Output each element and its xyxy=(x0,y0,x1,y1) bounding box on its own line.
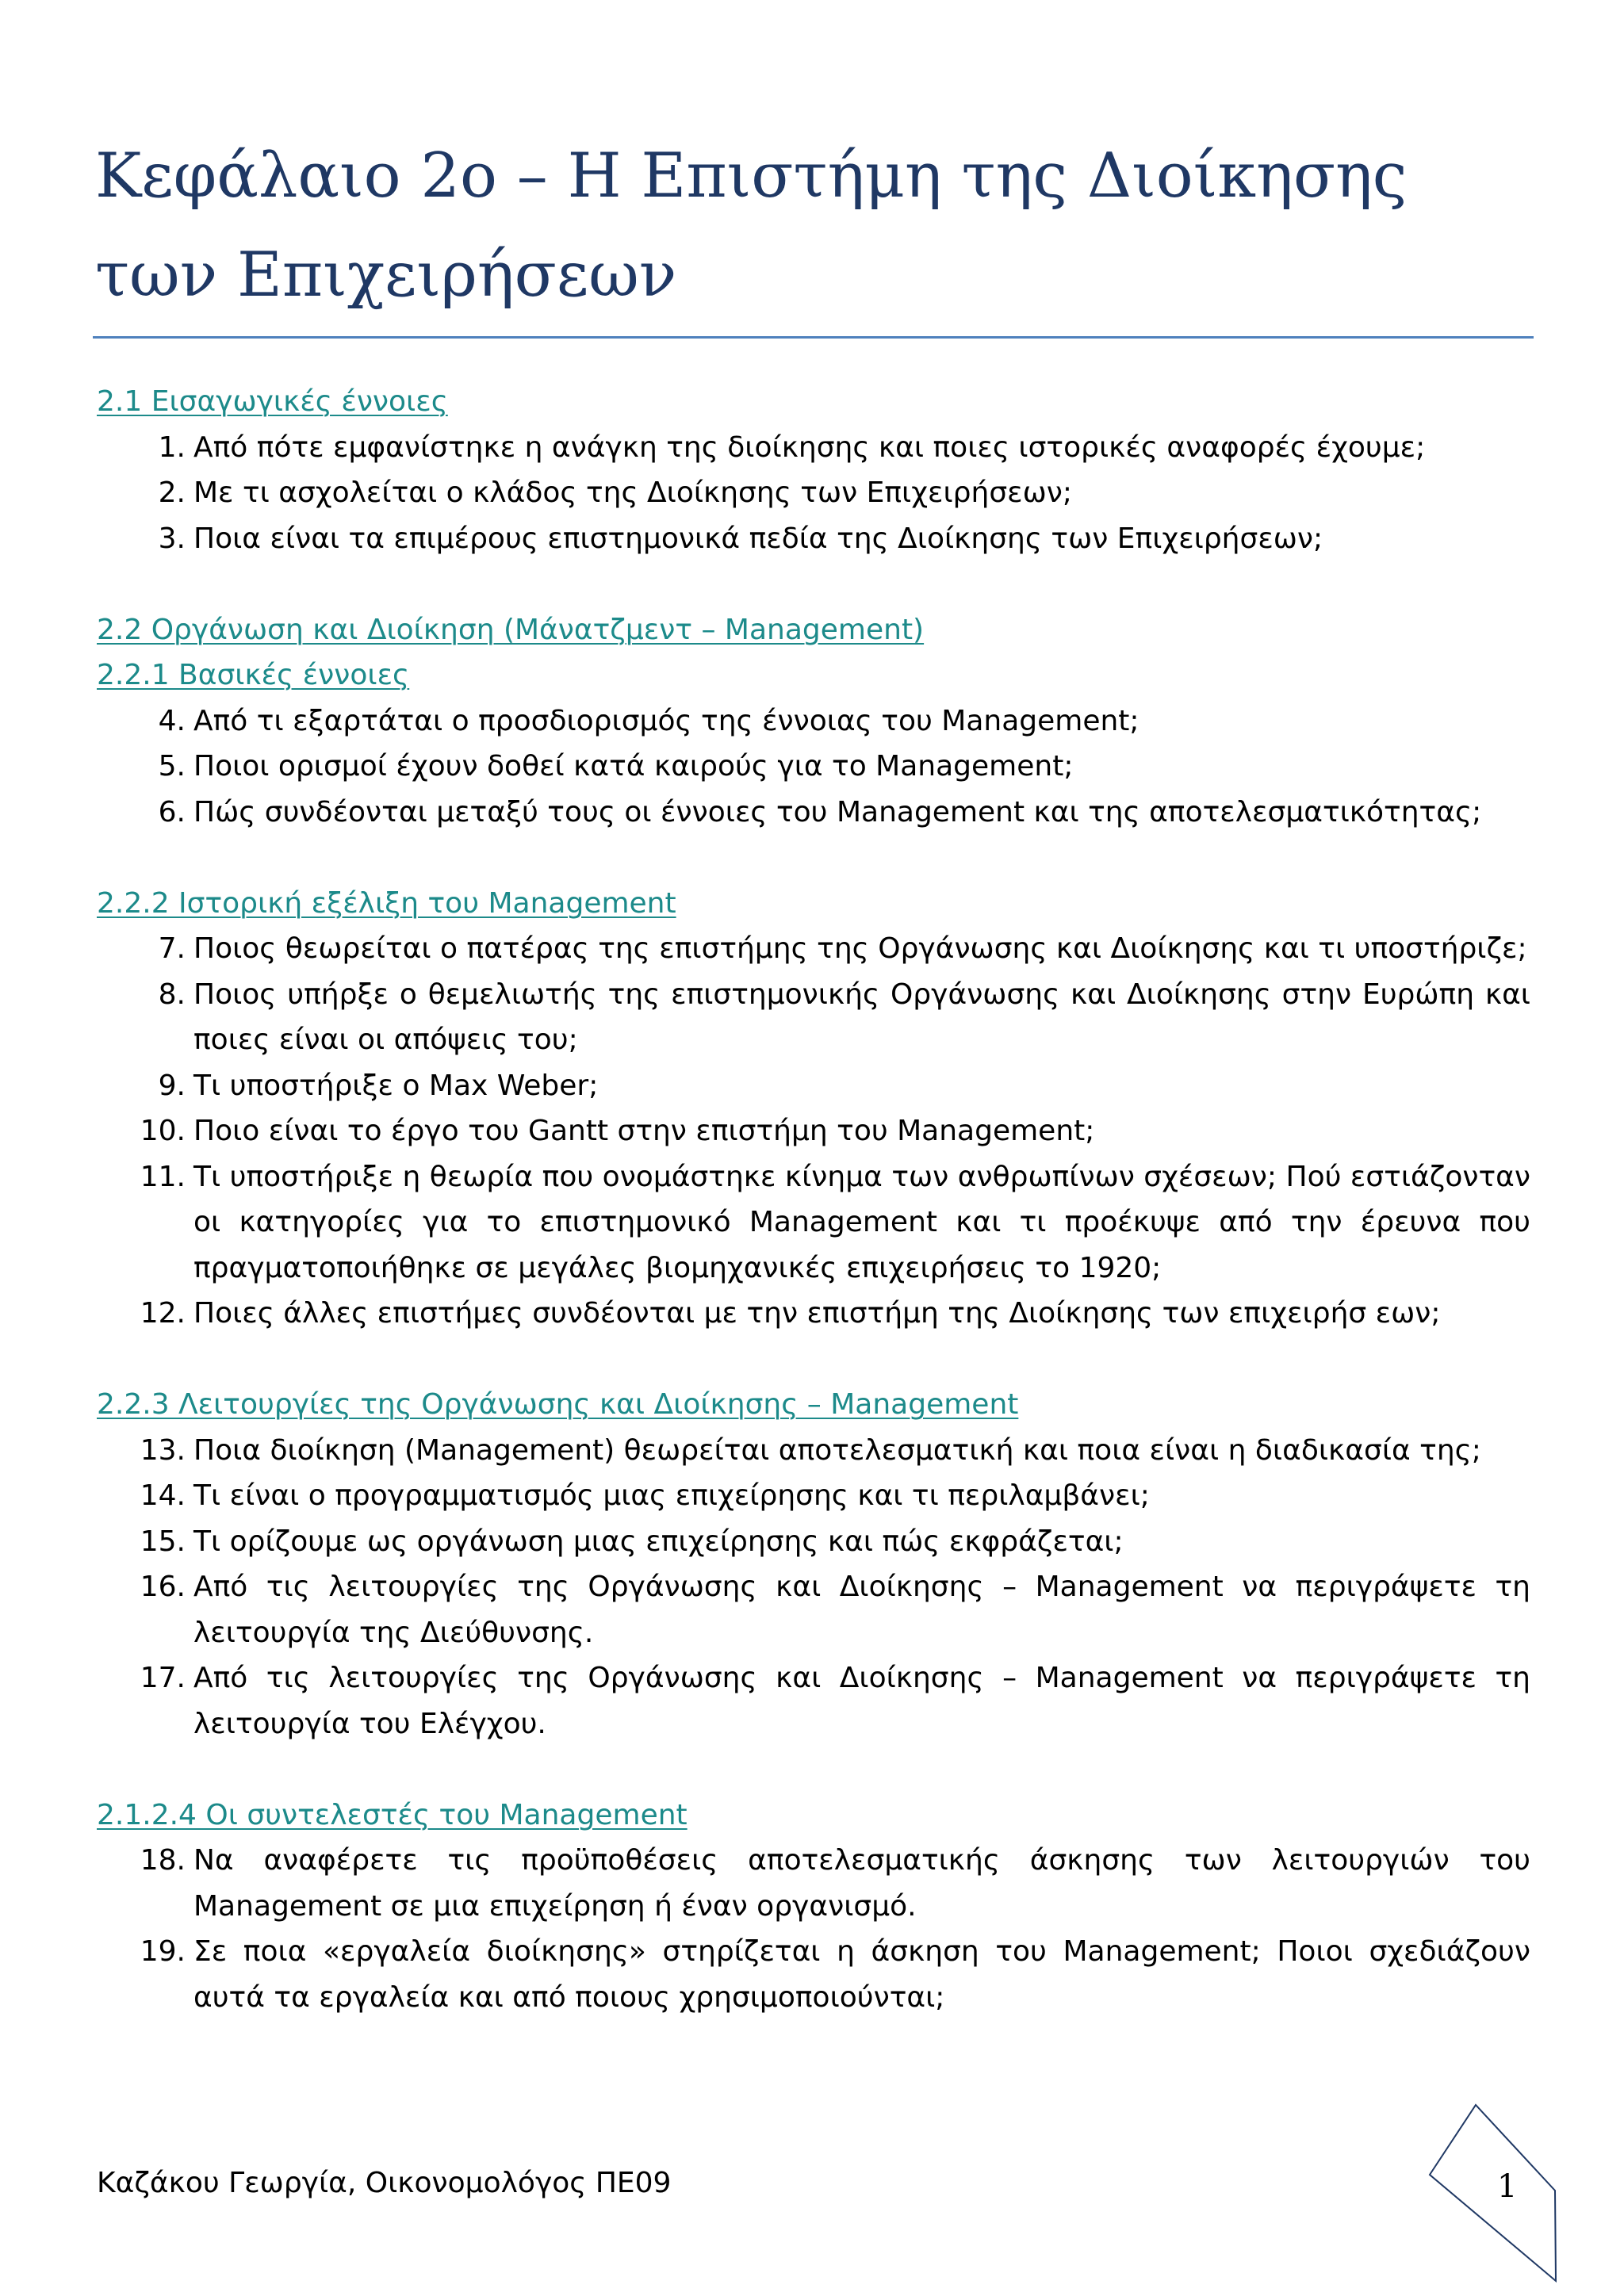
question-item xyxy=(97,1108,1530,1154)
section-heading[interactable]: 2.1.2.4 Οι συντελεστές του Management xyxy=(97,1798,688,1831)
question-text: Ποιοι ορισμοί έχουν δοθεί κατά καιρούς για το Management; xyxy=(193,750,1074,783)
question-number: 17. xyxy=(140,1662,186,1694)
question-item xyxy=(97,1519,1530,1565)
question-text: Τι ορίζουμε ως οργάνωση μιας επιχείρησης και πώς εκφράζεται; xyxy=(193,1525,1124,1558)
page-number-badge xyxy=(1423,2101,1562,2283)
page-title: Κεφάλαιο 2ο – Η Επιστήμη της Διοίκησης των Επιχειρήσεων xyxy=(95,140,1408,311)
section xyxy=(97,379,1530,561)
question-list xyxy=(97,1838,1530,2020)
question-text: Σε ποια «εργαλεία διοίκησης» στηρίζεται η άσκηση του Management; Ποιοι σχεδιάζουν αυτά τα εργαλεία και από ποιους χρησιμοποιούνται; xyxy=(193,1935,1530,2014)
question-item xyxy=(97,1291,1530,1337)
question-item xyxy=(97,744,1530,790)
question-list xyxy=(97,425,1530,562)
question-item xyxy=(97,1063,1530,1109)
question-number: 15. xyxy=(140,1525,186,1558)
question-number: 2. xyxy=(158,476,186,509)
question-item xyxy=(97,425,1530,471)
section xyxy=(97,607,1530,836)
question-number: 1. xyxy=(158,430,186,464)
question-number: 7. xyxy=(158,932,186,965)
question-number: 14. xyxy=(140,1479,186,1512)
question-list xyxy=(97,926,1530,1337)
question-item xyxy=(97,1838,1530,1929)
question-number: 5. xyxy=(158,750,186,783)
question-number: 10. xyxy=(140,1115,186,1147)
question-number: 12. xyxy=(140,1297,186,1330)
question-number: 8. xyxy=(158,978,186,1011)
title-divider xyxy=(93,336,1534,339)
question-item xyxy=(97,516,1530,562)
question-text: Ποιες άλλες επιστήμες συνδέονται με την επιστήμη της Διοίκησης των επιχειρήσ εων; xyxy=(193,1297,1441,1330)
question-text: Από τις λειτουργίες της Οργάνωσης και Διοίκησης – Management να περιγράψετε τη λειτουργία της Διεύθυνσης. xyxy=(193,1571,1530,1649)
section xyxy=(97,1382,1530,1747)
page-number: 1 xyxy=(1497,2168,1518,2205)
question-item xyxy=(97,470,1530,516)
question-number: 18. xyxy=(140,1844,186,1877)
question-text: Ποια είναι τα επιμέρους επιστημονικά πεδία της Διοίκησης των Επιχειρήσεων; xyxy=(193,522,1323,555)
question-text: Τι υποστήριξε η θεωρία που ονομάστηκε κίνημα των ανθρωπίνων σχέσεων; Πού εστιάζονταν οι κατηγορίες για το επιστημονικό Management και τι προέκυψε από την έρευνα που πραγματοποιήθηκε σε μεγάλες βιομηχανικές επιχειρήσεις το 1920; xyxy=(193,1160,1530,1284)
question-item xyxy=(97,1564,1530,1655)
section-heading[interactable]: 2.2.2 Ιστορική εξέλιξη του Management xyxy=(97,886,676,920)
question-item xyxy=(97,698,1530,744)
question-text: Τι υποστήριξε ο Max Weber; xyxy=(193,1069,599,1102)
question-number: 4. xyxy=(158,704,186,737)
question-text: Από πότε εμφανίστηκε η ανάγκη της διοίκησης και ποιες ιστορικές αναφορές έχουμε; xyxy=(193,430,1426,464)
section-heading[interactable]: 2.2.3 Λειτουργίες της Οργάνωσης και Διοίκησης – Management xyxy=(97,1388,1019,1421)
section xyxy=(97,881,1530,1337)
question-number: 11. xyxy=(140,1160,186,1193)
question-number: 16. xyxy=(140,1571,186,1603)
question-item xyxy=(97,1929,1530,2020)
section-heading[interactable]: 2.2 Οργάνωση και Διοίκηση (Μάνατζμεντ – Management) xyxy=(97,613,925,646)
question-list xyxy=(97,1428,1530,1747)
footer-author: Καζάκου Γεωργία, Οικονομολόγος ΠΕ09 xyxy=(97,2167,672,2199)
question-item xyxy=(97,972,1530,1063)
section-heading[interactable]: 2.1 Εισαγωγικές έννοιες xyxy=(97,385,448,418)
question-item xyxy=(97,1428,1530,1474)
question-item xyxy=(97,1473,1530,1519)
question-number: 6. xyxy=(158,795,186,828)
document-body xyxy=(97,379,1530,2020)
question-item xyxy=(97,790,1530,836)
question-number: 13. xyxy=(140,1433,186,1467)
question-number: 3. xyxy=(158,522,186,555)
question-text: Με τι ασχολείται ο κλάδος της Διοίκησης των Επιχειρήσεων; xyxy=(193,476,1073,509)
section-heading[interactable]: 2.2.1 Βασικές έννοιες xyxy=(97,659,410,691)
question-text: Πώς συνδέονται μεταξύ τους οι έννοιες του Management και της αποτελεσματικότητας; xyxy=(193,795,1482,828)
question-text: Ποιος υπήρξε ο θεμελιωτής της επιστημονικής Οργάνωσης και Διοίκησης στην Ευρώπη και ποιες είναι οι απόψεις του; xyxy=(193,978,1530,1056)
question-item xyxy=(97,1154,1530,1292)
question-text: Ποιος θεωρείται ο πατέρας της επιστήμης της Οργάνωσης και Διοίκησης και τι υποστήριζε; xyxy=(193,932,1527,965)
question-number: 19. xyxy=(140,1935,186,1968)
question-list xyxy=(97,698,1530,836)
question-text: Τι είναι ο προγραμματισμός μιας επιχείρησης και τι περιλαμβάνει; xyxy=(193,1479,1150,1512)
question-text: Ποιο είναι το έργο του Gantt στην επιστήμη του Management; xyxy=(193,1115,1095,1147)
question-text: Ποια διοίκηση (Management) θεωρείται αποτελεσματική και ποια είναι η διαδικασία της; xyxy=(193,1433,1481,1467)
question-item xyxy=(97,926,1530,972)
question-text: Από τις λειτουργίες της Οργάνωσης και Διοίκησης – Management να περιγράψετε τη λειτουργία του Ελέγχου. xyxy=(193,1662,1530,1740)
question-item xyxy=(97,1655,1530,1747)
question-text: Να αναφέρετε τις προϋποθέσεις αποτελεσματικής άσκησης των λειτουργιών του Management σε μια επιχείρηση ή έναν οργανισμό. xyxy=(193,1844,1530,1923)
question-number: 9. xyxy=(158,1069,186,1102)
question-text: Από τι εξαρτάται ο προσδιορισμός της έννοιας του Management; xyxy=(193,704,1139,737)
section xyxy=(97,1793,1530,2021)
